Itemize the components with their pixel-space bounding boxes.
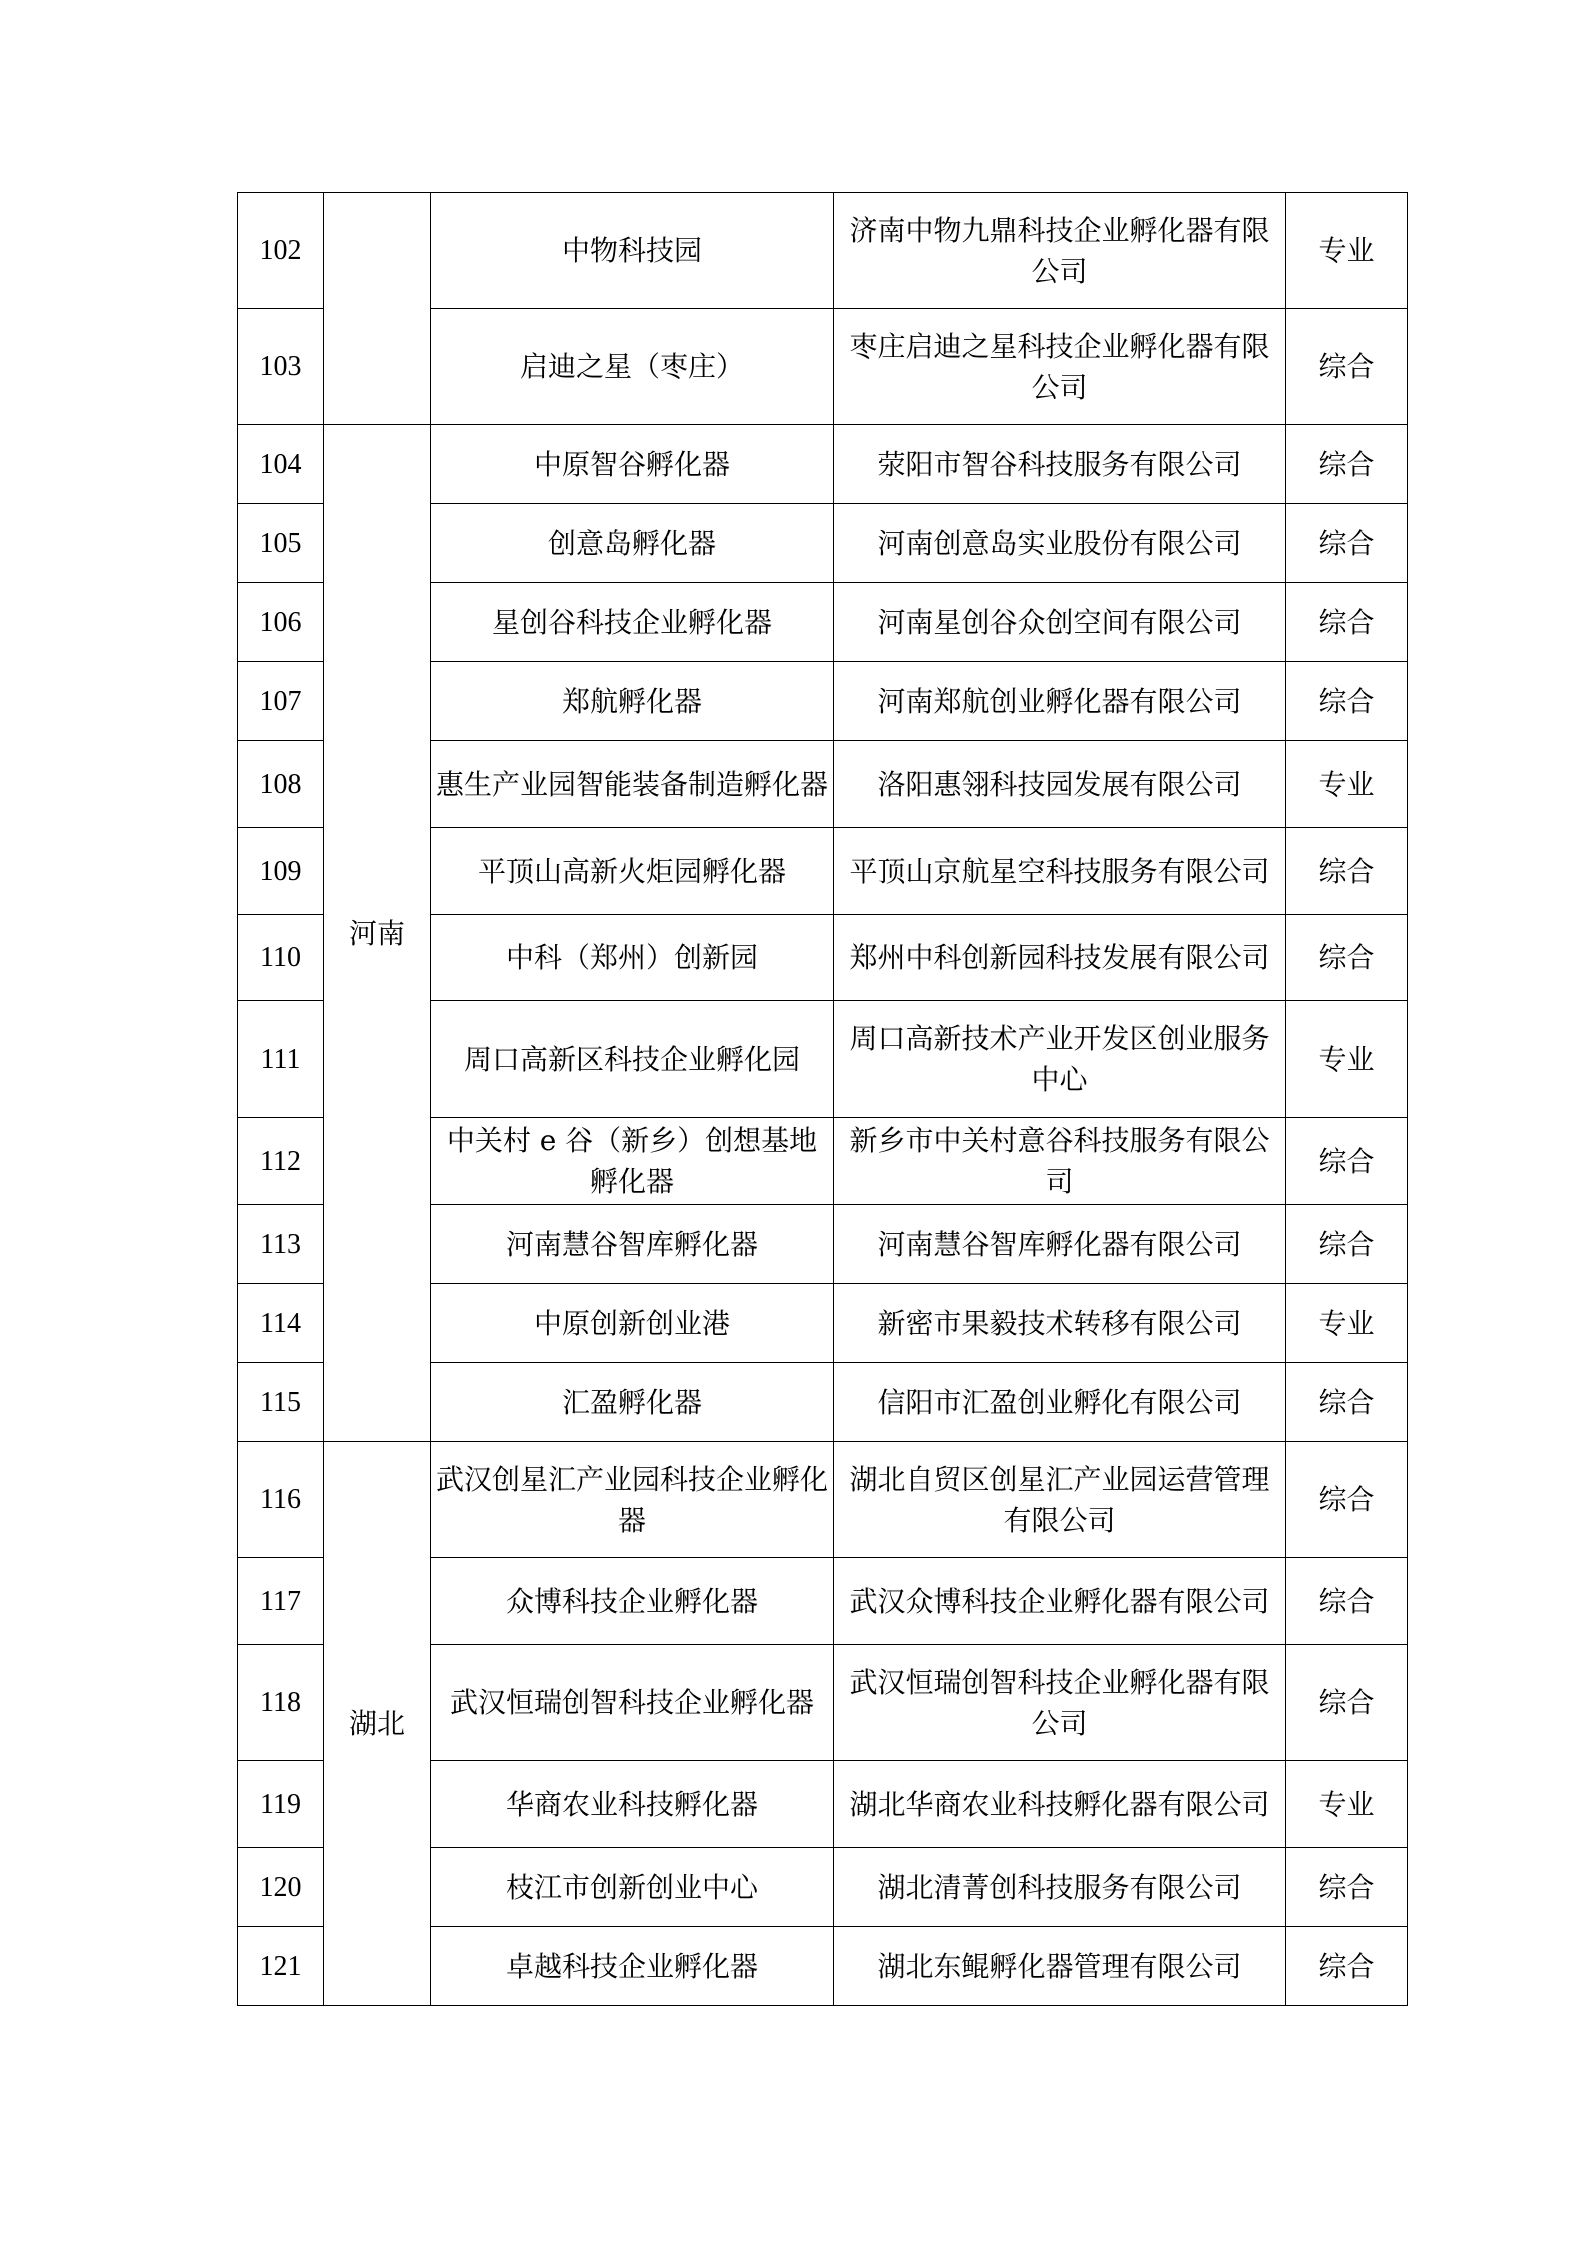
incubator-type: 综合 <box>1286 1848 1408 1927</box>
row-number: 118 <box>238 1645 324 1761</box>
row-number: 120 <box>238 1848 324 1927</box>
incubator-type: 综合 <box>1286 309 1408 425</box>
operating-company: 周口高新技术产业开发区创业服务中心 <box>834 1001 1286 1118</box>
incubator-name: 郑航孵化器 <box>431 662 834 741</box>
incubator-name: 河南慧谷智库孵化器 <box>431 1205 834 1284</box>
row-number: 109 <box>238 828 324 915</box>
operating-company: 新乡市中关村意谷科技服务有限公司 <box>834 1118 1286 1205</box>
incubator-type: 专业 <box>1286 1284 1408 1363</box>
operating-company: 河南郑航创业孵化器有限公司 <box>834 662 1286 741</box>
incubator-type: 综合 <box>1286 425 1408 504</box>
operating-company: 荥阳市智谷科技服务有限公司 <box>834 425 1286 504</box>
incubator-type: 综合 <box>1286 1205 1408 1284</box>
incubator-type: 综合 <box>1286 1363 1408 1442</box>
operating-company: 洛阳惠翎科技园发展有限公司 <box>834 741 1286 828</box>
incubator-name: 惠生产业园智能装备制造孵化器 <box>431 741 834 828</box>
incubator-type: 专业 <box>1286 741 1408 828</box>
table-row <box>238 1442 1408 1558</box>
incubator-name: 中科（郑州）创新园 <box>431 915 834 1001</box>
incubator-name: 华商农业科技孵化器 <box>431 1761 834 1848</box>
incubator-type: 专业 <box>1286 1001 1408 1118</box>
province-cell: 河南 <box>324 425 431 1442</box>
province-cell <box>324 193 431 425</box>
row-number: 121 <box>238 1927 324 2006</box>
operating-company: 河南星创谷众创空间有限公司 <box>834 583 1286 662</box>
operating-company: 平顶山京航星空科技服务有限公司 <box>834 828 1286 915</box>
row-number: 104 <box>238 425 324 504</box>
incubator-name: 周口高新区科技企业孵化园 <box>431 1001 834 1118</box>
incubator-type: 综合 <box>1286 504 1408 583</box>
incubator-name: 中关村 e 谷（新乡）创想基地孵化器 <box>431 1118 834 1205</box>
incubator-type: 综合 <box>1286 1118 1408 1205</box>
incubator-type: 专业 <box>1286 1761 1408 1848</box>
operating-company: 郑州中科创新园科技发展有限公司 <box>834 915 1286 1001</box>
table-row <box>238 193 1408 309</box>
incubator-table <box>237 192 1408 2006</box>
incubator-type: 综合 <box>1286 1927 1408 2006</box>
operating-company: 湖北华商农业科技孵化器有限公司 <box>834 1761 1286 1848</box>
incubator-type: 综合 <box>1286 662 1408 741</box>
row-number: 115 <box>238 1363 324 1442</box>
incubator-name: 武汉恒瑞创智科技企业孵化器 <box>431 1645 834 1761</box>
operating-company: 枣庄启迪之星科技企业孵化器有限公司 <box>834 309 1286 425</box>
incubator-name: 启迪之星（枣庄） <box>431 309 834 425</box>
incubator-name: 中物科技园 <box>431 193 834 309</box>
operating-company: 新密市果毅技术转移有限公司 <box>834 1284 1286 1363</box>
incubator-name: 平顶山高新火炬园孵化器 <box>431 828 834 915</box>
operating-company: 湖北自贸区创星汇产业园运营管理有限公司 <box>834 1442 1286 1558</box>
table-row <box>238 425 1408 504</box>
row-number: 103 <box>238 309 324 425</box>
operating-company: 湖北东鲲孵化器管理有限公司 <box>834 1927 1286 2006</box>
operating-company: 信阳市汇盈创业孵化有限公司 <box>834 1363 1286 1442</box>
row-number: 116 <box>238 1442 324 1558</box>
incubator-name: 中原智谷孵化器 <box>431 425 834 504</box>
row-number: 106 <box>238 583 324 662</box>
incubator-name: 枝江市创新创业中心 <box>431 1848 834 1927</box>
row-number: 113 <box>238 1205 324 1284</box>
incubator-name: 创意岛孵化器 <box>431 504 834 583</box>
incubator-name: 汇盈孵化器 <box>431 1363 834 1442</box>
row-number: 114 <box>238 1284 324 1363</box>
incubator-type: 综合 <box>1286 828 1408 915</box>
incubator-type: 综合 <box>1286 915 1408 1001</box>
row-number: 117 <box>238 1558 324 1645</box>
province-cell: 湖北 <box>324 1442 431 2006</box>
incubator-name: 中原创新创业港 <box>431 1284 834 1363</box>
row-number: 107 <box>238 662 324 741</box>
incubator-type: 综合 <box>1286 1558 1408 1645</box>
operating-company: 武汉恒瑞创智科技企业孵化器有限公司 <box>834 1645 1286 1761</box>
incubator-type: 综合 <box>1286 583 1408 662</box>
incubator-type: 综合 <box>1286 1645 1408 1761</box>
row-number: 119 <box>238 1761 324 1848</box>
incubator-name: 武汉创星汇产业园科技企业孵化器 <box>431 1442 834 1558</box>
operating-company: 河南创意岛实业股份有限公司 <box>834 504 1286 583</box>
operating-company: 济南中物九鼎科技企业孵化器有限公司 <box>834 193 1286 309</box>
incubator-name: 卓越科技企业孵化器 <box>431 1927 834 2006</box>
row-number: 105 <box>238 504 324 583</box>
incubator-name: 星创谷科技企业孵化器 <box>431 583 834 662</box>
operating-company: 武汉众博科技企业孵化器有限公司 <box>834 1558 1286 1645</box>
row-number: 110 <box>238 915 324 1001</box>
incubator-type: 专业 <box>1286 193 1408 309</box>
row-number: 108 <box>238 741 324 828</box>
incubator-name: 众博科技企业孵化器 <box>431 1558 834 1645</box>
operating-company: 河南慧谷智库孵化器有限公司 <box>834 1205 1286 1284</box>
incubator-type: 综合 <box>1286 1442 1408 1558</box>
row-number: 111 <box>238 1001 324 1118</box>
row-number: 112 <box>238 1118 324 1205</box>
row-number: 102 <box>238 193 324 309</box>
operating-company: 湖北清菁创科技服务有限公司 <box>834 1848 1286 1927</box>
